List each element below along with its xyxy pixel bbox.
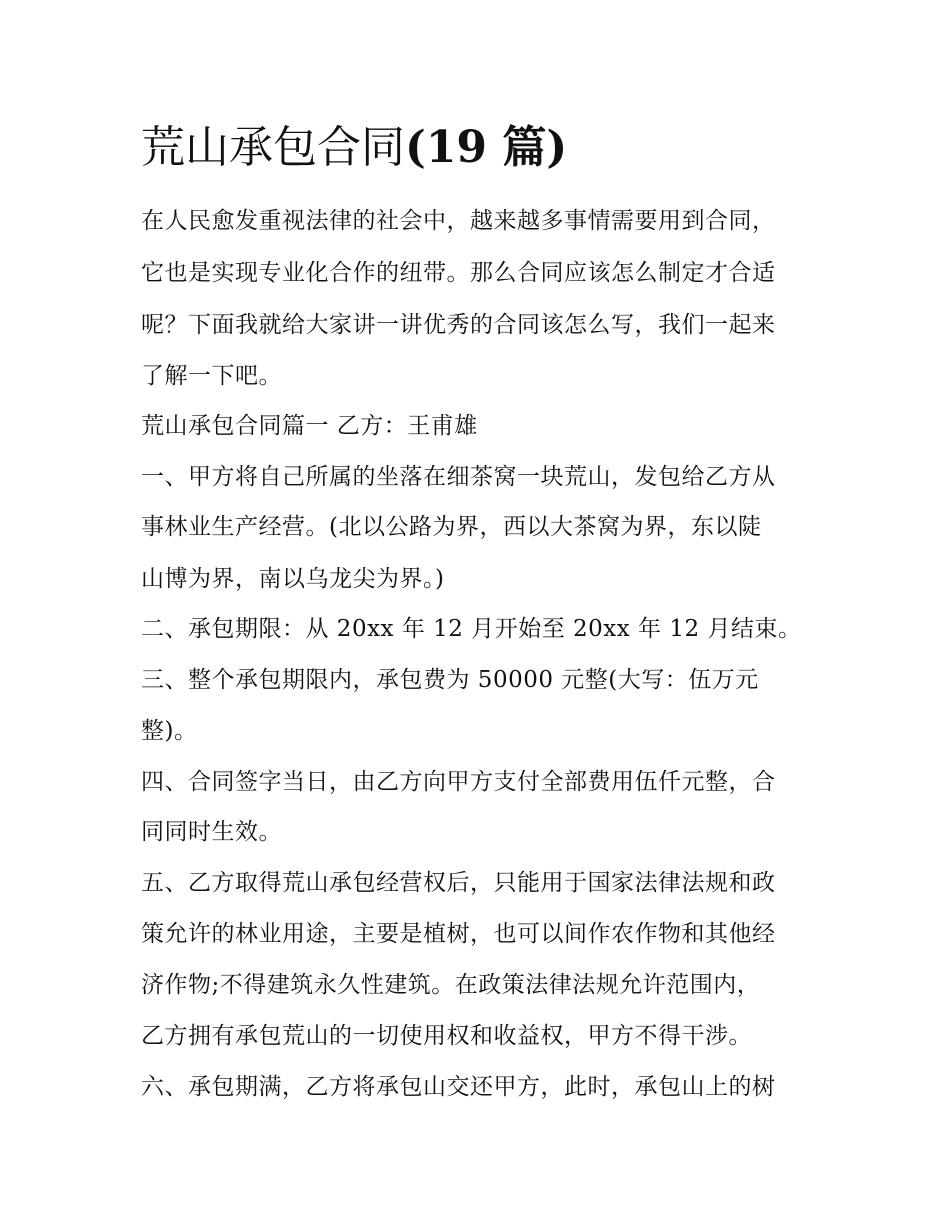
clause-line: 山博为界，南以乌龙尖为界。) bbox=[141, 566, 445, 592]
paragraph-line: 在人民愈发重视法律的社会中，越来越多事情需要用到合同， bbox=[141, 208, 776, 234]
clause-line: 同同时生效。 bbox=[141, 819, 282, 845]
clause-line: 策允许的林业用途，主要是植树，也可以间作农作物和其他经 bbox=[141, 921, 776, 947]
clause-line: 五、乙方取得荒山承包经营权后，只能用于国家法律法规和政 bbox=[141, 870, 776, 896]
paragraph-line: 了解一下吧。 bbox=[141, 363, 282, 389]
clause-line: 三、整个承包期限内，承包费为 50000 元整(大写：伍万元 bbox=[141, 667, 759, 693]
clause-line: 一、甲方将自己所属的坐落在细茶窝一块荒山，发包给乙方从 bbox=[141, 464, 776, 490]
clause-line: 四、合同签字当日，由乙方向甲方支付全部费用伍仟元整，合 bbox=[141, 769, 776, 795]
document-title bbox=[141, 118, 567, 178]
paragraph-line: 呢？下面我就给大家讲一讲优秀的合同该怎么写，我们一起来 bbox=[141, 312, 776, 338]
clause-line: 济作物;不得建筑永久性建筑。在政策法律法规允许范围内， bbox=[141, 972, 761, 998]
title-count: (19 篇) bbox=[405, 122, 568, 173]
clause-line: 整)。 bbox=[141, 718, 198, 744]
clause-line: 事林业生产经营。(北以公路为界，西以大茶窝为界，东以陡 bbox=[141, 514, 762, 540]
paragraph-line: 它也是实现专业化合作的纽带。那么合同应该怎么制定才合适 bbox=[141, 260, 776, 286]
clause-line: 二、承包期限：从 20xx 年 12 月开始至 20xx 年 12 月结束。 bbox=[141, 616, 802, 642]
title-text: 荒山承包合同 bbox=[141, 122, 405, 173]
clause-line: 乙方拥有承包荒山的一切使用权和收益权，甲方不得干涉。 bbox=[141, 1023, 752, 1049]
section-heading: 荒山承包合同篇一 乙方：王甫雄 bbox=[141, 413, 478, 439]
clause-line: 六、承包期满，乙方将承包山交还甲方，此时，承包山上的树 bbox=[141, 1074, 776, 1100]
